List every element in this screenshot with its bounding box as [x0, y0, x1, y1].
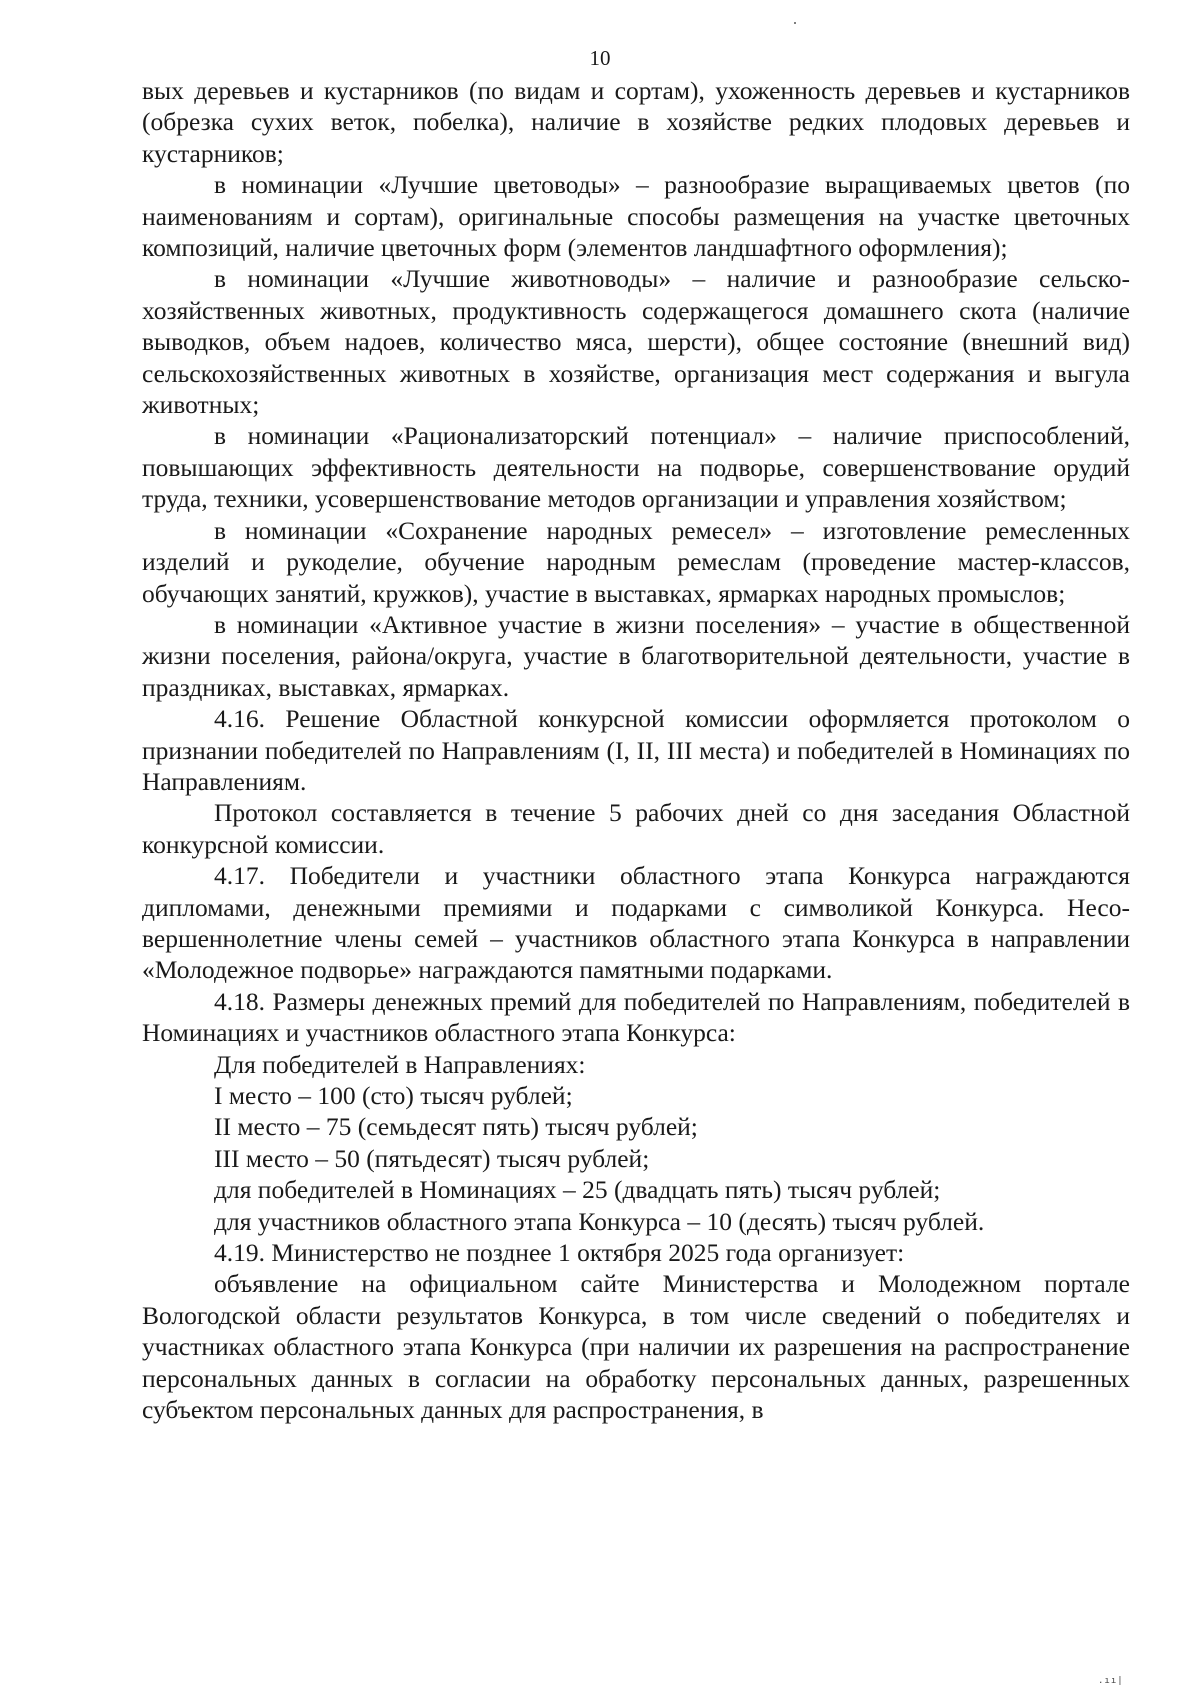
page-number: 10: [589, 46, 611, 70]
prize-list-item: Для победителей в Направлениях:: [214, 1049, 586, 1079]
paragraph-nomination-flower-growers: в номинации «Лучшие цветоводы» – разнообразие выращиваемых цветов (по наименованиям и сортам), оригинальные способы размещения на участке цветочных композиций, наличие цветочных форм (элементов ландшафтного оформления);: [142, 170, 1130, 263]
prize-list-item: I место – 100 (сто) тысяч рублей;: [214, 1081, 573, 1110]
paragraph-4-18: 4.18. Размеры денежных премий для победителей по Направлениям, победителей в Номинациях и участников областного этапа Конкурса:: [142, 986, 1130, 1048]
scan-speck: [794, 22, 796, 24]
paragraph-nomination-crafts: в номинации «Сохранение народных ремесел» – изготовление ремесленных изделий и рукоделие, обучение народным ремеслам (проведение мастер-классов, обучающих занятий, кружков), участие в выставках, ярмарках народных промыслов;: [142, 515, 1130, 608]
paragraph-4-16: 4.16. Решение Областной конкурсной комиссии оформляется протоколом о признании победителей по Направлениям (I, II, III места) и победителей в Номинациях по Направлениям.: [142, 704, 1130, 796]
paragraph-4-17: 4.17. Победители и участники областного этапа Конкурса награждаются дипломами, денежными премиями и подарками с символикой Конкурса. Несовершеннолетние члены семей – участников областного этапа Конкурса в направлении «Молодежное подворье» награждаются памятными подарками.: [142, 861, 1130, 985]
document-text-body: [142, 75, 1130, 1425]
prize-list-item: для участников областного этапа Конкурса – 10 (десять) тысяч рублей.: [214, 1206, 985, 1236]
prize-list-item: III место – 50 (пятьдесят) тысяч рублей;: [214, 1143, 650, 1173]
paragraph-announcement: объявление на официальном сайте Министерства и Молодежном портале Вологодской области результатов Конкурса, в том числе сведений о победителях и участниках областного этапа Конкурса (при наличии их разрешения на распространение персональных данных в согласии на обработку персональных данных, разрешенных субъектом персональных данных для распространения, в: [142, 1269, 1130, 1425]
prize-list-item: для победителей в Номинациях – 25 (двадцать пять) тысяч рублей;: [214, 1175, 941, 1205]
paragraph-nomination-livestock: в номинации «Лучшие животноводы» – наличие и разнообразие сельскохозяйственных животных, продуктивность содержащегося домашнего скота (наличие выводков, объем надоев, количество мяса, шерсти), общее состояние (внешний вид) сельскохозяйственных животных в хозяйстве, организация мест содержания и выгула животных;: [142, 264, 1130, 420]
paragraph-nomination-rationalization: в номинации «Рационализаторский потенциал» – наличие приспособлений, повышающих эффективность деятельности на подворье, совершенствование орудий труда, техники, усовершенствование методов организации и управления хозяйством;: [142, 421, 1130, 514]
prize-list-item: II место – 75 (семьдесят пять) тысяч рублей;: [214, 1112, 698, 1142]
paragraph-4-19: 4.19. Министерство не позднее 1 октября 2025 года организует:: [214, 1238, 905, 1268]
scan-artifact: .ıı|: [1098, 1676, 1124, 1686]
paragraph-protocol: Протокол составляется в течение 5 рабочих дней со дня заседания Областной конкурсной комиссии.: [142, 798, 1130, 859]
paragraph-nomination-active-participation: в номинации «Активное участие в жизни поселения» – участие в общественной жизни поселения, района/округа, участие в благотворительной деятельности, участие в праздниках, выставках, ярмарках.: [142, 609, 1130, 702]
paragraph-continuation: вых деревьев и кустарников (по видам и сортам), ухоженность деревьев и кустарников (обрезка сухих веток, побелка), наличие в хозяйстве редких плодовых деревьев и кустарников;: [142, 76, 1130, 168]
